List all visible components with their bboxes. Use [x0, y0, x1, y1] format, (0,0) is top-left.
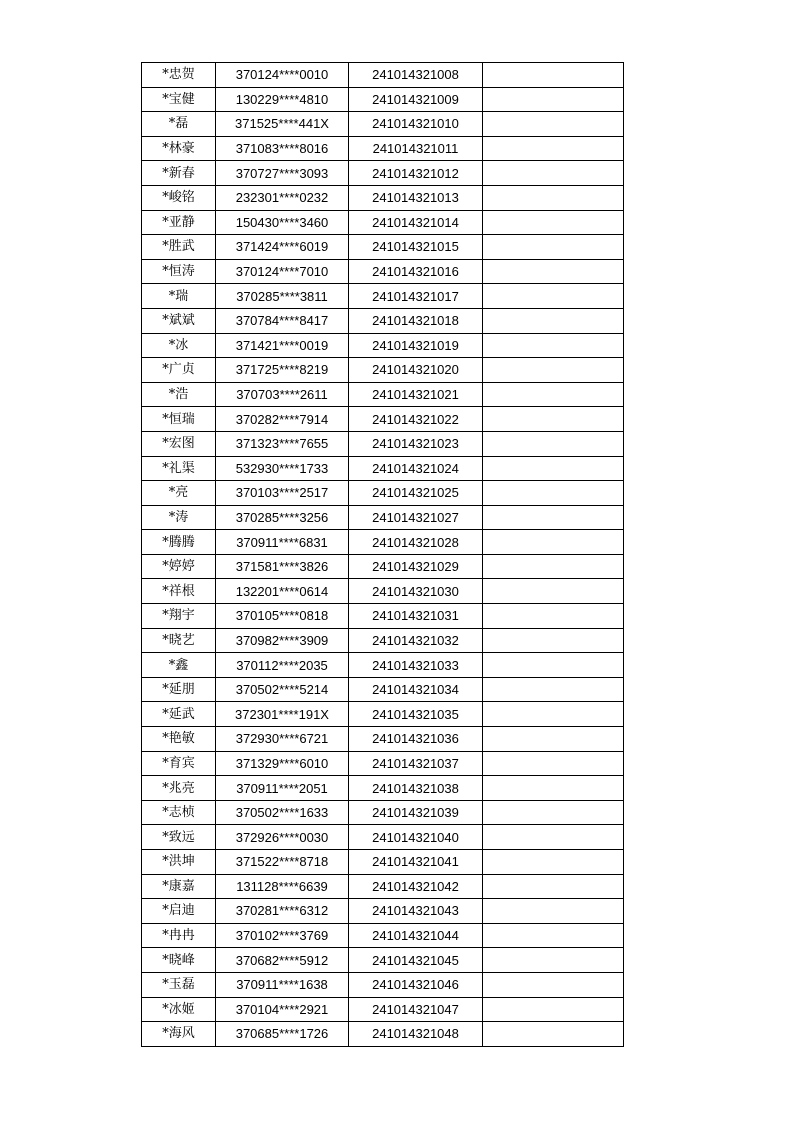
name-cell: *翔宇: [142, 604, 216, 629]
certificate-number-cell: 241014321035: [349, 702, 483, 727]
id-number-cell: 370982****3909: [216, 628, 349, 653]
table-row: [142, 259, 624, 284]
roster-sheet: [141, 62, 623, 1047]
certificate-number-cell: 241014321040: [349, 825, 483, 850]
note-cell: [483, 481, 624, 506]
note-cell: [483, 185, 624, 210]
name-cell: *林豪: [142, 136, 216, 161]
table-row: [142, 948, 624, 973]
note-cell: [483, 628, 624, 653]
id-number-cell: 371421****0019: [216, 333, 349, 358]
name-cell: *冰姬: [142, 997, 216, 1022]
id-number-cell: 370502****5214: [216, 677, 349, 702]
name-cell: *忠贺: [142, 63, 216, 88]
table-row: [142, 923, 624, 948]
id-number-cell: 370911****6831: [216, 530, 349, 555]
name-cell: *兆亮: [142, 776, 216, 801]
table-row: [142, 481, 624, 506]
name-cell: *艳敏: [142, 727, 216, 752]
note-cell: [483, 358, 624, 383]
certificate-number-cell: 241014321013: [349, 185, 483, 210]
certificate-number-cell: 241014321047: [349, 997, 483, 1022]
name-cell: *志桢: [142, 800, 216, 825]
certificate-number-cell: 241014321011: [349, 136, 483, 161]
note-cell: [483, 554, 624, 579]
id-number-cell: 370105****0818: [216, 604, 349, 629]
certificate-number-cell: 241014321041: [349, 850, 483, 875]
table-row: [142, 899, 624, 924]
table-row: [142, 628, 624, 653]
table-row: [142, 505, 624, 530]
note-cell: [483, 899, 624, 924]
table-row: [142, 407, 624, 432]
name-cell: *新春: [142, 161, 216, 186]
note-cell: [483, 1022, 624, 1047]
id-number-cell: 371581****3826: [216, 554, 349, 579]
note-cell: [483, 530, 624, 555]
id-number-cell: 371329****6010: [216, 751, 349, 776]
table-row: [142, 87, 624, 112]
table-row: [142, 185, 624, 210]
table-row: [142, 702, 624, 727]
id-number-cell: 370124****7010: [216, 259, 349, 284]
certificate-number-cell: 241014321033: [349, 653, 483, 678]
table-row: [142, 235, 624, 260]
id-number-cell: 370124****0010: [216, 63, 349, 88]
certificate-number-cell: 241014321014: [349, 210, 483, 235]
note-cell: [483, 727, 624, 752]
table-row: [142, 751, 624, 776]
table-row: [142, 604, 624, 629]
name-cell: *恒涛: [142, 259, 216, 284]
certificate-number-cell: 241014321036: [349, 727, 483, 752]
note-cell: [483, 308, 624, 333]
certificate-number-cell: 241014321032: [349, 628, 483, 653]
name-cell: *礼渠: [142, 456, 216, 481]
name-cell: *洪坤: [142, 850, 216, 875]
table-row: [142, 800, 624, 825]
note-cell: [483, 800, 624, 825]
certificate-number-cell: 241014321029: [349, 554, 483, 579]
certificate-number-cell: 241014321027: [349, 505, 483, 530]
note-cell: [483, 850, 624, 875]
note-cell: [483, 604, 624, 629]
name-cell: *磊: [142, 112, 216, 137]
name-cell: *峻铭: [142, 185, 216, 210]
id-number-cell: 370282****7914: [216, 407, 349, 432]
id-number-cell: 532930****1733: [216, 456, 349, 481]
name-cell: *胜武: [142, 235, 216, 260]
certificate-number-cell: 241014321043: [349, 899, 483, 924]
certificate-number-cell: 241014321046: [349, 972, 483, 997]
name-cell: *祥根: [142, 579, 216, 604]
name-cell: *康嘉: [142, 874, 216, 899]
note-cell: [483, 235, 624, 260]
table-row: [142, 776, 624, 801]
note-cell: [483, 702, 624, 727]
table-row: [142, 63, 624, 88]
name-cell: *晓艺: [142, 628, 216, 653]
certificate-number-cell: 241014321048: [349, 1022, 483, 1047]
certificate-number-cell: 241014321024: [349, 456, 483, 481]
certificate-number-cell: 241014321010: [349, 112, 483, 137]
certificate-number-cell: 241014321022: [349, 407, 483, 432]
note-cell: [483, 677, 624, 702]
table-row: [142, 284, 624, 309]
table-row: [142, 850, 624, 875]
name-cell: *浩: [142, 382, 216, 407]
id-number-cell: 371522****8718: [216, 850, 349, 875]
certificate-number-cell: 241014321017: [349, 284, 483, 309]
note-cell: [483, 210, 624, 235]
certificate-number-cell: 241014321045: [349, 948, 483, 973]
id-number-cell: 130229****4810: [216, 87, 349, 112]
table-row: [142, 161, 624, 186]
certificate-number-cell: 241014321012: [349, 161, 483, 186]
table-row: [142, 530, 624, 555]
note-cell: [483, 333, 624, 358]
certificate-number-cell: 241014321037: [349, 751, 483, 776]
id-number-cell: 371525****441X: [216, 112, 349, 137]
note-cell: [483, 972, 624, 997]
name-cell: *冉冉: [142, 923, 216, 948]
id-number-cell: 131128****6639: [216, 874, 349, 899]
table-row: [142, 677, 624, 702]
note-cell: [483, 997, 624, 1022]
name-cell: *延武: [142, 702, 216, 727]
note-cell: [483, 874, 624, 899]
table-row: [142, 997, 624, 1022]
roster-table-body: [142, 63, 624, 1047]
note-cell: [483, 63, 624, 88]
table-row: [142, 136, 624, 161]
note-cell: [483, 456, 624, 481]
certificate-number-cell: 241014321021: [349, 382, 483, 407]
id-number-cell: 371424****6019: [216, 235, 349, 260]
note-cell: [483, 136, 624, 161]
table-row: [142, 358, 624, 383]
id-number-cell: 372301****191X: [216, 702, 349, 727]
certificate-number-cell: 241014321015: [349, 235, 483, 260]
note-cell: [483, 259, 624, 284]
name-cell: *晓峰: [142, 948, 216, 973]
roster-table: [141, 62, 624, 1047]
id-number-cell: 150430****3460: [216, 210, 349, 235]
id-number-cell: 370911****2051: [216, 776, 349, 801]
id-number-cell: 132201****0614: [216, 579, 349, 604]
name-cell: *宝健: [142, 87, 216, 112]
name-cell: *亮: [142, 481, 216, 506]
name-cell: *冰: [142, 333, 216, 358]
id-number-cell: 371725****8219: [216, 358, 349, 383]
certificate-number-cell: 241014321018: [349, 308, 483, 333]
note-cell: [483, 776, 624, 801]
note-cell: [483, 87, 624, 112]
certificate-number-cell: 241014321016: [349, 259, 483, 284]
id-number-cell: 370682****5912: [216, 948, 349, 973]
name-cell: *瑞: [142, 284, 216, 309]
id-number-cell: 370727****3093: [216, 161, 349, 186]
id-number-cell: 370285****3256: [216, 505, 349, 530]
table-row: [142, 210, 624, 235]
name-cell: *宏图: [142, 431, 216, 456]
table-row: [142, 727, 624, 752]
certificate-number-cell: 241014321044: [349, 923, 483, 948]
certificate-number-cell: 241014321030: [349, 579, 483, 604]
note-cell: [483, 825, 624, 850]
name-cell: *腾腾: [142, 530, 216, 555]
name-cell: *育宾: [142, 751, 216, 776]
table-row: [142, 874, 624, 899]
table-row: [142, 825, 624, 850]
certificate-number-cell: 241014321023: [349, 431, 483, 456]
name-cell: *启迪: [142, 899, 216, 924]
table-row: [142, 333, 624, 358]
table-row: [142, 308, 624, 333]
name-cell: *致远: [142, 825, 216, 850]
id-number-cell: 370685****1726: [216, 1022, 349, 1047]
certificate-number-cell: 241014321020: [349, 358, 483, 383]
note-cell: [483, 653, 624, 678]
certificate-number-cell: 241014321031: [349, 604, 483, 629]
name-cell: *玉磊: [142, 972, 216, 997]
certificate-number-cell: 241014321025: [349, 481, 483, 506]
id-number-cell: 370911****1638: [216, 972, 349, 997]
certificate-number-cell: 241014321009: [349, 87, 483, 112]
table-row: [142, 112, 624, 137]
name-cell: *斌斌: [142, 308, 216, 333]
note-cell: [483, 284, 624, 309]
id-number-cell: 371083****8016: [216, 136, 349, 161]
id-number-cell: 370281****6312: [216, 899, 349, 924]
id-number-cell: 372930****6721: [216, 727, 349, 752]
note-cell: [483, 751, 624, 776]
id-number-cell: 370103****2517: [216, 481, 349, 506]
certificate-number-cell: 241014321042: [349, 874, 483, 899]
table-row: [142, 382, 624, 407]
note-cell: [483, 382, 624, 407]
id-number-cell: 371323****7655: [216, 431, 349, 456]
id-number-cell: 370112****2035: [216, 653, 349, 678]
note-cell: [483, 505, 624, 530]
name-cell: *海风: [142, 1022, 216, 1047]
certificate-number-cell: 241014321038: [349, 776, 483, 801]
name-cell: *鑫: [142, 653, 216, 678]
id-number-cell: 232301****0232: [216, 185, 349, 210]
name-cell: *广贞: [142, 358, 216, 383]
id-number-cell: 370703****2611: [216, 382, 349, 407]
table-row: [142, 579, 624, 604]
name-cell: *婷婷: [142, 554, 216, 579]
id-number-cell: 370104****2921: [216, 997, 349, 1022]
id-number-cell: 370285****3811: [216, 284, 349, 309]
note-cell: [483, 407, 624, 432]
certificate-number-cell: 241014321034: [349, 677, 483, 702]
table-row: [142, 431, 624, 456]
name-cell: *亚静: [142, 210, 216, 235]
note-cell: [483, 431, 624, 456]
name-cell: *延朋: [142, 677, 216, 702]
table-row: [142, 554, 624, 579]
certificate-number-cell: 241014321019: [349, 333, 483, 358]
certificate-number-cell: 241014321028: [349, 530, 483, 555]
note-cell: [483, 579, 624, 604]
name-cell: *涛: [142, 505, 216, 530]
id-number-cell: 370502****1633: [216, 800, 349, 825]
id-number-cell: 372926****0030: [216, 825, 349, 850]
table-row: [142, 653, 624, 678]
note-cell: [483, 948, 624, 973]
note-cell: [483, 161, 624, 186]
certificate-number-cell: 241014321008: [349, 63, 483, 88]
name-cell: *恒瑞: [142, 407, 216, 432]
table-row: [142, 972, 624, 997]
certificate-number-cell: 241014321039: [349, 800, 483, 825]
note-cell: [483, 112, 624, 137]
id-number-cell: 370102****3769: [216, 923, 349, 948]
table-row: [142, 1022, 624, 1047]
id-number-cell: 370784****8417: [216, 308, 349, 333]
table-row: [142, 456, 624, 481]
note-cell: [483, 923, 624, 948]
